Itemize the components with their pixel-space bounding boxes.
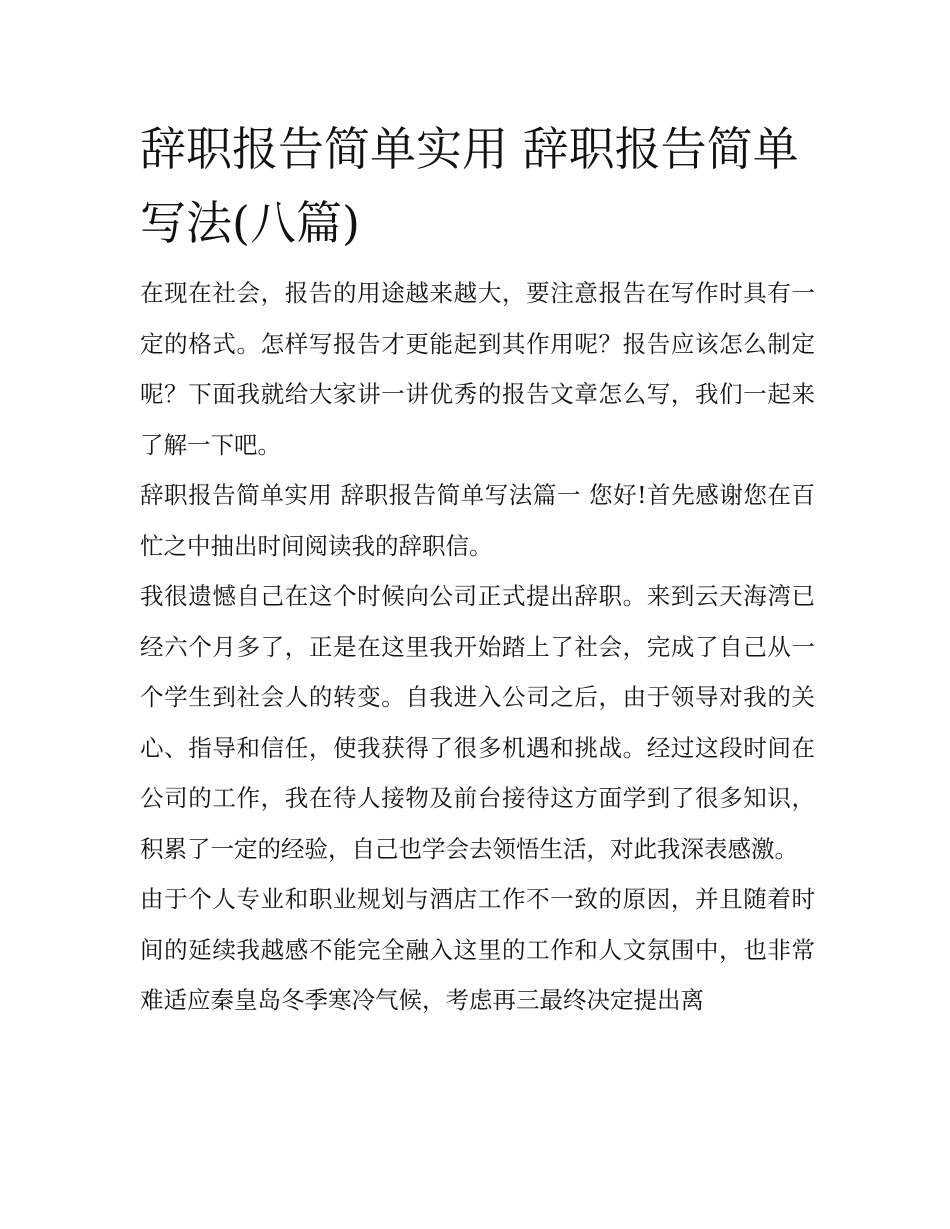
paragraph-decision: 由于个人专业和职业规划与酒店工作不一致的原因，并且随着时间的延续我越感不能完全融入这里的工作和人文氛围中，也非常难适应秦皇岛冬季寒冷气候，考虑再三最终决定提出离 (140, 885, 815, 1014)
paragraph-section-one-opening: 辞职报告简单实用 辞职报告简单写法篇一 您好!首先感谢您在百忙之中抽出时间阅读我的辞职信。 (140, 481, 815, 560)
paragraph-intro: 在现在社会，报告的用途越来越大，要注意报告在写作时具有一定的格式。怎样写报告才更能起到其作用呢？报告应该怎么制定呢？下面我就给大家讲一讲优秀的报告文章怎么写，我们一起来了解一下吧。 (140, 279, 815, 459)
paragraph-resignation-reason: 我很遗憾自己在这个时候向公司正式提出辞职。来到云天海湾已经六个月多了，正是在这里我开始踏上了社会，完成了自己从一个学生到社会人的转变。自我进入公司之后，由于领导对我的关心、指导和信任，使我获得了很多机遇和挑战。经过这段时间在公司的工作，我在待人接物及前台接待这方面学到了很多知识，积累了一定的经验，自己也学会去领悟生活，对此我深表感激。 (140, 582, 815, 863)
document-page (140, 112, 815, 1026)
document-title: 辞职报告简单实用 辞职报告简单写法(八篇) (140, 122, 799, 250)
